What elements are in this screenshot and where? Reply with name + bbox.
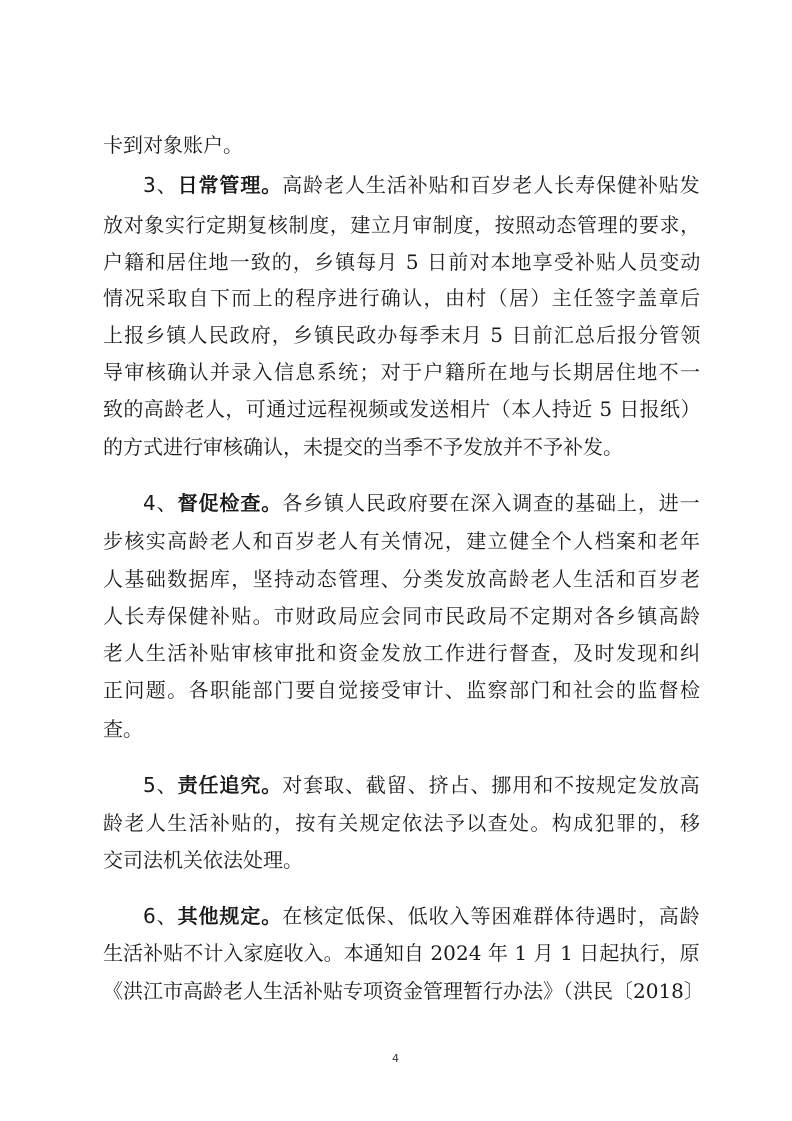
section-heading: 督促检查。 [177, 491, 283, 515]
section-heading: 日常管理。 [177, 173, 283, 197]
section-number: 3、 [143, 173, 178, 197]
text-segment: 情况采取自下而上的程序进行确认，由村（居）主任签字盖章后 [103, 286, 702, 310]
text-segment: 老人生活补贴审核审批和资金发放工作进行督查，及时发现和纠 [103, 641, 702, 665]
section-heading: 其他规定。 [177, 904, 283, 928]
text-line [103, 638, 701, 668]
text-segment: 的方式进行审核确认，未提交的当季不予发放并不予补发。 [103, 435, 623, 459]
text-segment: 导审核确认并录入信息系统；对于户籍所在地与长期居住地不一 [103, 360, 702, 384]
text-line [103, 210, 701, 240]
text-segment: 高龄老人生活补贴和百岁老人长寿保健补贴发 [282, 173, 701, 197]
text-line [143, 770, 701, 800]
text-line [103, 564, 701, 594]
text-line [103, 283, 701, 313]
text-segment: 人基础数据库，坚持动态管理、分类发放高龄老人生活和百岁老 [103, 567, 702, 591]
text-line [103, 976, 704, 1006]
text-segment: 交司法机关依法处理。 [103, 848, 303, 872]
text-segment: 龄老人生活补贴的，按有关规定依法予以查处。构成犯罪的，移 [103, 811, 702, 835]
page-number: 4 [392, 1052, 399, 1065]
text-line [103, 601, 701, 631]
text-segment: 人长寿保健补贴。市财政局应会同市民政局不定期对各乡镇高龄 [103, 604, 702, 628]
text-segment: 正问题。各职能部门要自觉接受审计、监察部门和社会的监督检 [103, 678, 702, 702]
text-line [103, 247, 701, 277]
text-segment: 致的高龄老人，可通过远程视频或发送相片（本人持近 5 日报纸） [103, 397, 701, 421]
section-number: 4、 [143, 491, 178, 515]
text-line [103, 130, 243, 160]
text-segment: 各乡镇人民政府要在深入调查的基础上，进一 [282, 491, 701, 515]
text-segment: 上报乡镇人民政府，乡镇民政办每季末月 5 日前汇总后报分管领 [103, 323, 702, 347]
text-line [103, 432, 623, 462]
text-line [103, 357, 701, 387]
text-segment: 户籍和居住地一致的，乡镇每月 5 日前对本地享受补贴人员变动 [103, 250, 702, 274]
text-segment: 卡到对象账户。 [103, 133, 243, 157]
text-segment: 查。 [103, 717, 143, 741]
text-segment: 在核定低保、低收入等困难群体待遇时，高龄 [282, 904, 701, 928]
text-segment: 生活补贴不计入家庭收入。本通知自 2024 年 1 月 1 日起执行，原 [103, 941, 700, 965]
text-line [103, 526, 701, 556]
text-segment: 步核实高龄老人和百岁老人有关情况，建立健全个人档案和老年 [103, 529, 702, 553]
text-line [103, 394, 701, 424]
section-number: 6、 [143, 904, 178, 928]
section-heading: 责任追究。 [177, 773, 283, 797]
text-segment: 对套取、截留、挤占、挪用和不按规定发放高 [282, 773, 701, 797]
text-line [143, 488, 701, 518]
text-line [143, 170, 701, 200]
text-line [103, 675, 701, 705]
text-segment: 《洪江市高龄老人生活补贴专项资金管理暂行办法》（洪民〔2018〕 [103, 979, 704, 1003]
section-number: 5、 [143, 773, 178, 797]
text-line [103, 938, 700, 968]
text-line [103, 808, 701, 838]
text-segment: 放对象实行定期复核制度，建立月审制度，按照动态管理的要求， [103, 213, 701, 237]
text-line [103, 845, 303, 875]
text-line [103, 320, 701, 350]
text-line [103, 714, 143, 744]
text-line [143, 901, 701, 931]
